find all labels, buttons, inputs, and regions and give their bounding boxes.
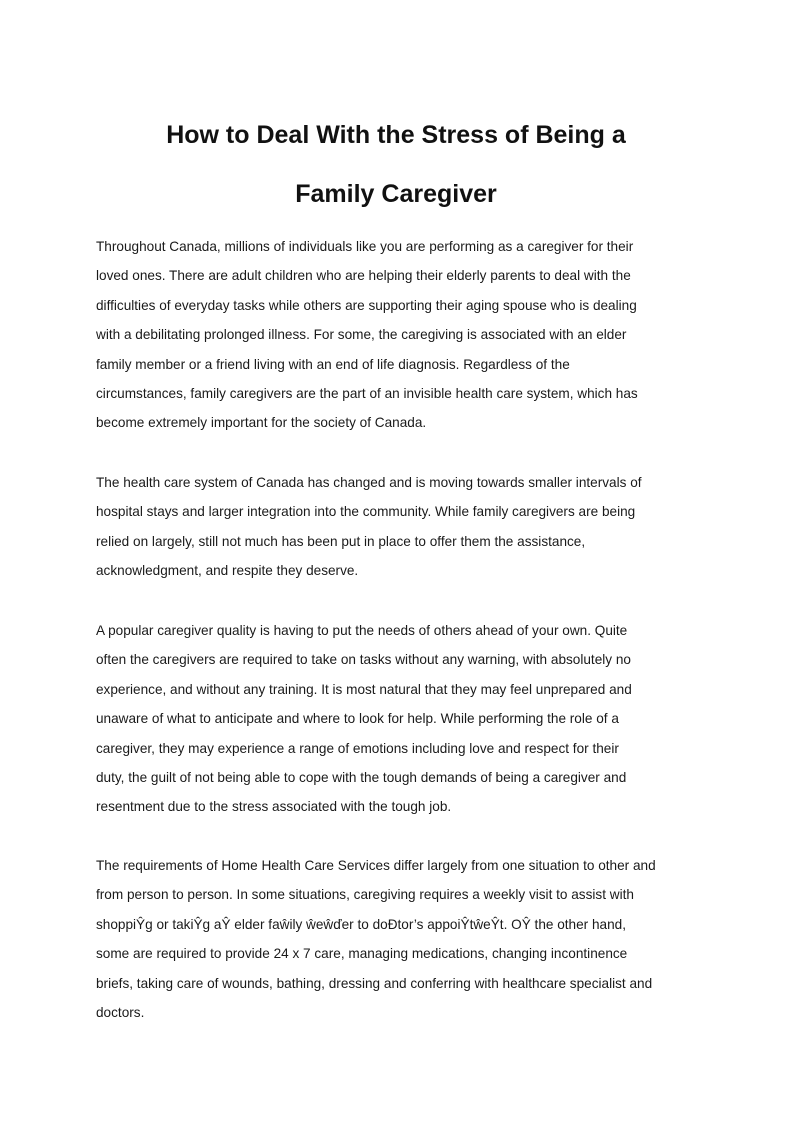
paragraph-line: A popular caregiver quality is having to put the needs of others ahead of your own. Quite — [96, 623, 628, 638]
paragraph-line: Throughout Canada, millions of individuals like you are performing as a caregiver for their — [96, 239, 634, 254]
paragraph-line: often the caregivers are required to take on tasks without any warning, with absolutely no — [96, 652, 631, 668]
paragraph-line: from person to person. In some situations, caregiving requires a weekly visit to assist with — [96, 887, 634, 903]
paragraph-line: loved ones. There are adult children who are helping their elderly parents to deal with the — [96, 268, 631, 284]
paragraph-line: circumstances, family caregivers are the part of an invisible health care system, which has — [96, 386, 638, 402]
paragraph-3 — [96, 616, 706, 822]
paragraph-line: experience, and without any training. It is most natural that they may feel unprepared and — [96, 681, 632, 697]
document-title-line-1: How to Deal With the Stress of Being a — [166, 121, 626, 149]
paragraph-line: family member or a friend living with an end of life diagnosis. Regardless of the — [96, 356, 570, 372]
paragraph-1 — [96, 232, 706, 438]
paragraph-line: some are required to provide 24 x 7 care, managing medications, changing incontinence — [96, 946, 628, 962]
paragraph-line: unaware of what to anticipate and where to look for help. While performing the role of a — [96, 711, 619, 727]
paragraph-line: caregiver, they may experience a range of emotions including love and respect for their — [96, 740, 619, 756]
paragraph-line: The health care system of Canada has changed and is moving towards smaller intervals of — [96, 475, 642, 490]
paragraph-line: with a debilitating prolonged illness. For some, the caregiving is associated with an elder — [96, 327, 627, 343]
paragraph-line: briefs, taking care of wounds, bathing, dressing and conferring with healthcare specialist and — [96, 975, 653, 991]
paragraph-line: become extremely important for the society of Canada. — [96, 415, 427, 431]
paragraph-line: The requirements of Home Health Care Services differ largely from one situation to other and — [96, 858, 656, 873]
paragraph-line: relied on largely, still not much has been put in place to offer them the assistance, — [96, 533, 586, 549]
paragraph-line: resentment due to the stress associated with the tough job. — [96, 799, 452, 815]
paragraph-line: difficulties of everyday tasks while others are supporting their aging spouse who is dealing — [96, 297, 637, 313]
document-title-line-2: Family Caregiver — [295, 180, 497, 208]
paragraph-4 — [96, 851, 706, 1027]
paragraph-line: duty, the guilt of not being able to cope with the tough demands of being a caregiver and — [96, 770, 627, 786]
paragraph-line: shoppiŶg or takiŶg aŶ elder faŵily ŵeŵďer to doĐtor’s appoiŶtŵeŶt. OŶ the other hand, — [96, 916, 626, 932]
paragraph-line: acknowledgment, and respite they deserve. — [96, 563, 359, 579]
paragraph-2 — [96, 468, 706, 586]
paragraph-line: doctors. — [96, 1005, 145, 1021]
paragraph-line: hospital stays and larger integration into the community. While family caregivers are being — [96, 504, 636, 520]
